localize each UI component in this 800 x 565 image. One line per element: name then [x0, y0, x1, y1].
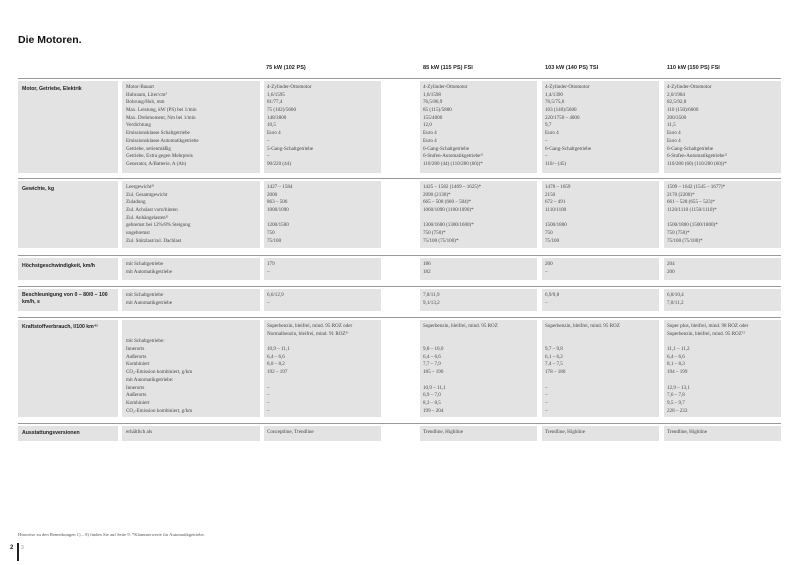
- section-title-motor: Motor, Getriebe, Elektrik: [22, 86, 82, 92]
- page-marker: 3: [21, 545, 24, 551]
- values-accel-75kw: 6,6/12,9 –: [267, 292, 284, 306]
- values-accel-103kw: 6,9/9,8 –: [545, 292, 560, 306]
- footnote: Hinweise zu den Bemerkungen 1) – 8) finden Sie auf Seite 9. *Klammerwerte für Automatikgetriebe.: [18, 532, 205, 537]
- row-labels-speed: mit Schaltgetriebe mit Automatikgetriebe: [126, 261, 172, 275]
- values-motor-75kw: 4-Zylinder-Ottomotor 1,6/1595 81/77,4 75 (102)/5600 148/3800 10,5 Euro 4 – 5-Gang-Schaltgetriebe – 90/220 (44): [267, 84, 314, 167]
- section-rule: [18, 255, 781, 256]
- values-ausstattung-103kw: Trendline, Highline: [545, 429, 585, 435]
- values-motor-103kw: 4-Zylinder-Ottomotor 1,4/1390 76,5/75,6 103 (140)/5600 220/1750 – 4000 9,7 Euro 4 – 6-Gang-Schaltgetriebe – 110/– (45): [545, 84, 592, 167]
- row-labels-motor: Motor-Bauart Hubraum, Liter/cm³ Bohrung/Hub, mm Max. Leistung, kW (PS) bei 1/min Max. Drehmoment, Nm bei 1/min Verdichtung Emissionsklasse Schaltgetriebe Emissionsklasse Automatikgetriebe Getriebe, serienmäßig Getriebe, Extra gegen Mehrpreis Generator, A/Batterie, A (Ah): [126, 84, 199, 167]
- values-motor-85kw: 4-Zylinder-Ottomotor 1,6/1598 76,5/86,9 85 (115)/5800 155/4000 12,0 Euro 4 Euro 4 6-Gang-Schaltgetriebe 6-Stufen-Automatikgetriebe¹⁾ 110/280 (44) (110/280 (60))*: [423, 84, 484, 167]
- section-rule: [18, 178, 781, 179]
- page-number: 2: [10, 545, 14, 551]
- section-rule: [18, 317, 781, 318]
- column-header-75kw: 75 kW (102 PS): [266, 65, 306, 71]
- column-header-110kw: 110 kW (150 PS) FSI: [667, 65, 720, 71]
- section-rule: [18, 423, 781, 424]
- section-title-gewichte: Gewichte, kg: [22, 186, 54, 192]
- section-label-block: [18, 320, 118, 417]
- values-gewichte-110kw: 1509 – 1642 (1545 – 1677)* 2170 (2200)* 661 – 528 (655 – 523)* 1120/1110 (1150/1110)* 1500/1800 (1500/1800)* 750 (750)* 75/100 (75/100)*: [667, 184, 726, 244]
- values-gewichte-103kw: 1478 – 1659 2150 672 – 491 1110/1100 1500/1800 750 75/100: [545, 184, 571, 244]
- section-title-accel: Beschleunigung von 0 – 80/0 – 100 km/h, s: [22, 292, 108, 305]
- values-accel-85kw: 7,8/11,9 9,1/13,2: [423, 292, 440, 306]
- value-block: [542, 289, 659, 311]
- row-labels-accel: mit Schaltgetriebe mit Automatikgetriebe: [126, 292, 172, 306]
- page-bar: [17, 543, 19, 561]
- values-gewichte-75kw: 1427 – 1584 2000 863 – 506 1000/1090 1200/1500 750 75/100: [267, 184, 293, 244]
- section-rule: [18, 286, 781, 287]
- column-header-103kw: 103 kW (140 PS) TSI: [545, 65, 599, 71]
- values-ausstattung-85kw: Trendline, Highline: [423, 429, 463, 435]
- column-header-85kw: 85 kW (115 PS) FSI: [423, 65, 473, 71]
- row-labels-fuel: mit Schaltgetriebe: Innerorts Außerorts Kombiniert CO₂-Emission kombiniert, g/km mit Automatikgetriebe: Innerorts Außerorts Kombiniert CO₂-Emission kombiniert, g/km: [126, 338, 193, 414]
- values-ausstattung-110kw: Trendline, Highline: [667, 429, 707, 435]
- values-gewichte-85kw: 1425 – 1582 (1469 – 1625)* 2090 (2130)* 665 – 508 (660 – 504)* 1060/1090 (1100/1090)* 1300/1600 (1300/1600)* 750 (750)* 75/100 (75/100)*: [423, 184, 482, 244]
- values-fuel-75kw: Superbenzin, bleifrei, mind. 95 ROZ oder Normalbenzin, bleifrei, mind. 91 ROZ⁵⁾ 10,9 – 11,1 6,4 – 6,6 8,0 – 8,2 192 – 197 – – – –: [267, 323, 353, 414]
- values-speed-85kw: 186 182: [423, 261, 431, 275]
- row-labels-gewichte: Leergewicht²⁾ Zul. Gesamtgewicht Zuladung Zul. Achslast vorn/hinten Zul. Anhängelasten³⁾ gebremst bei 12%/8% Steigung ungebremst Zul. Stützlast/zul. Dachlast: [126, 184, 191, 244]
- values-ausstattung-75kw: Conceptline, Trendline: [267, 429, 314, 435]
- values-speed-110kw: 204 200: [667, 261, 675, 275]
- values-speed-75kw: 179 –: [267, 261, 275, 275]
- values-accel-110kw: 6,8/10,4 7,8/11,2: [667, 292, 684, 306]
- values-speed-103kw: 200 –: [545, 261, 553, 275]
- values-motor-110kw: 4-Zylinder-Ottomotor 2,0/1984 82,5/92,8 110 (150)/6000 200/3500 11,5 Euro 4 Euro 4 6-Gang-Schaltgetriebe 6-Stufen-Automatikgetriebe¹⁾ 110/280 (60) (110/280 (60))*: [667, 84, 728, 167]
- section-title-fuel: Kraftstoffverbrauch, l/100 km⁴⁾: [22, 324, 98, 330]
- section-title-speed: Höchstgeschwindigkeit, km/h: [22, 263, 95, 269]
- value-block: [420, 258, 537, 280]
- section-title-ausstattung: Ausstattungsversionen: [22, 430, 80, 436]
- row-labels-ausstattung: erhältlich als: [126, 429, 153, 435]
- value-block: [542, 258, 659, 280]
- section-label-block: [18, 81, 118, 173]
- value-block: [664, 258, 781, 280]
- section-rule: [18, 78, 781, 79]
- value-block: [264, 258, 381, 280]
- values-fuel-110kw: Super plus, bleifrei, mind. 98 ROZ oder Superbenzin, bleifrei, mind. 95 ROZ⁵⁾ 11,1 – 11,2 6,4 – 6,6 8,1 – 8,3 194 – 199 12,9 – 13,1 7,6 – 7,8 9,5 – 9,7 228 – 233: [667, 323, 749, 414]
- page-title: Die Motoren.: [18, 34, 82, 46]
- values-fuel-103kw: Superbenzin, bleifrei, mind. 95 ROZ 9,7 – 9,8 6,1 – 6,2 7,4 – 7,5 178 – 180 – – – –: [545, 323, 620, 414]
- values-fuel-85kw: Superbenzin, bleifrei, mind. 95 ROZ 9,8 – 10,0 6,4 – 6,6 7,7 – 7,9 185 – 190 10,9 – 11,1 6,9 – 7,0 8,3 – 8,5 199 – 204: [423, 323, 498, 414]
